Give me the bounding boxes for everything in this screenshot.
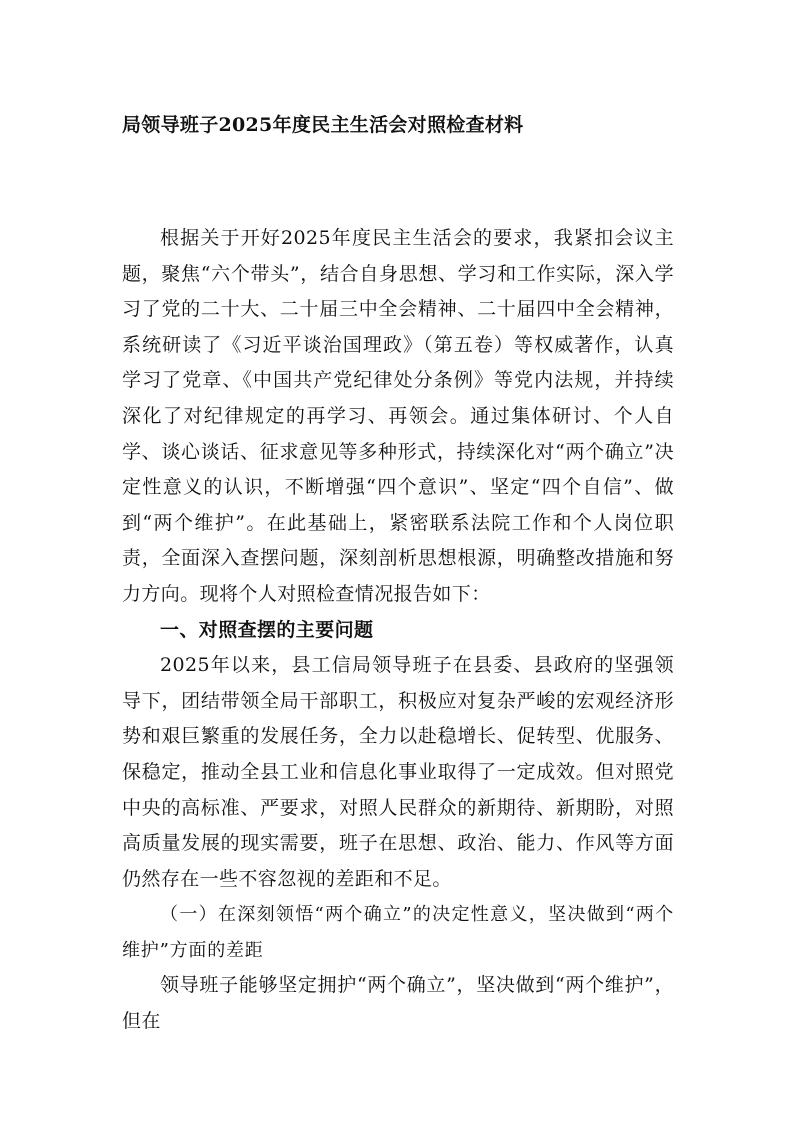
intro-paragraph: 根据关于开好2025年度民主生活会的要求，我紧扣会议主题，聚焦“六个带头”，结合自身思想、学习和工作实际，深入学习了党的二十大、二十届三中全会精神、二十届四中全会精神，系统研读了《习近平谈治国理政》（第五卷）等权威著作，认真学习了党章、《中国共产党纪律处分条例》等党内法规，并持续深化了对纪律规定的再学习、再领会。通过集体研讨、个人自学、谈心谈话、征求意见等多种形式，持续深化对“两个确立”决定性意义的认识，不断增强“四个意识”、坚定“四个自信”、做到“两个维护”。在此基础上，紧密联系法院工作和个人岗位职责，全面深入查摆问题，深刻剖析思想根源，明确整改措施和努力方向。现将个人对照检查情况报告如下： [122,227,674,605]
section-heading-1: 一、对照查摆的主要问题 [160,618,374,641]
subsection-paragraph-1: 领导班子能够坚定拥护“两个确立”，坚决做到“两个维护”，但在 [122,974,674,1033]
subsection-heading-1: （一）在深刻领悟“两个确立”的决定性意义，坚决做到“两个维护”方面的差距 [122,904,674,961]
document-title: 局领导班子2025年度民主生活会对照检查材料 [122,114,524,136]
problems-overview-paragraph: 2025年以来，县工信局领导班子在县委、县政府的坚强领导下，团结带领全局干部职工，积极应对复杂严峻的宏观经济形势和艰巨繁重的发展任务，全力以赴稳增长、促转型、优服务、保稳定，推动全县工业和信息化事业取得了一定成效。但对照党中央的高标准、严要求，对照人民群众的新期待、新期盼，对照高质量发展的现实需要，班子在思想、政治、能力、作风等方面仍然存在一些不容忽视的差距和不足。 [122,654,674,890]
document-body [122,221,674,1040]
